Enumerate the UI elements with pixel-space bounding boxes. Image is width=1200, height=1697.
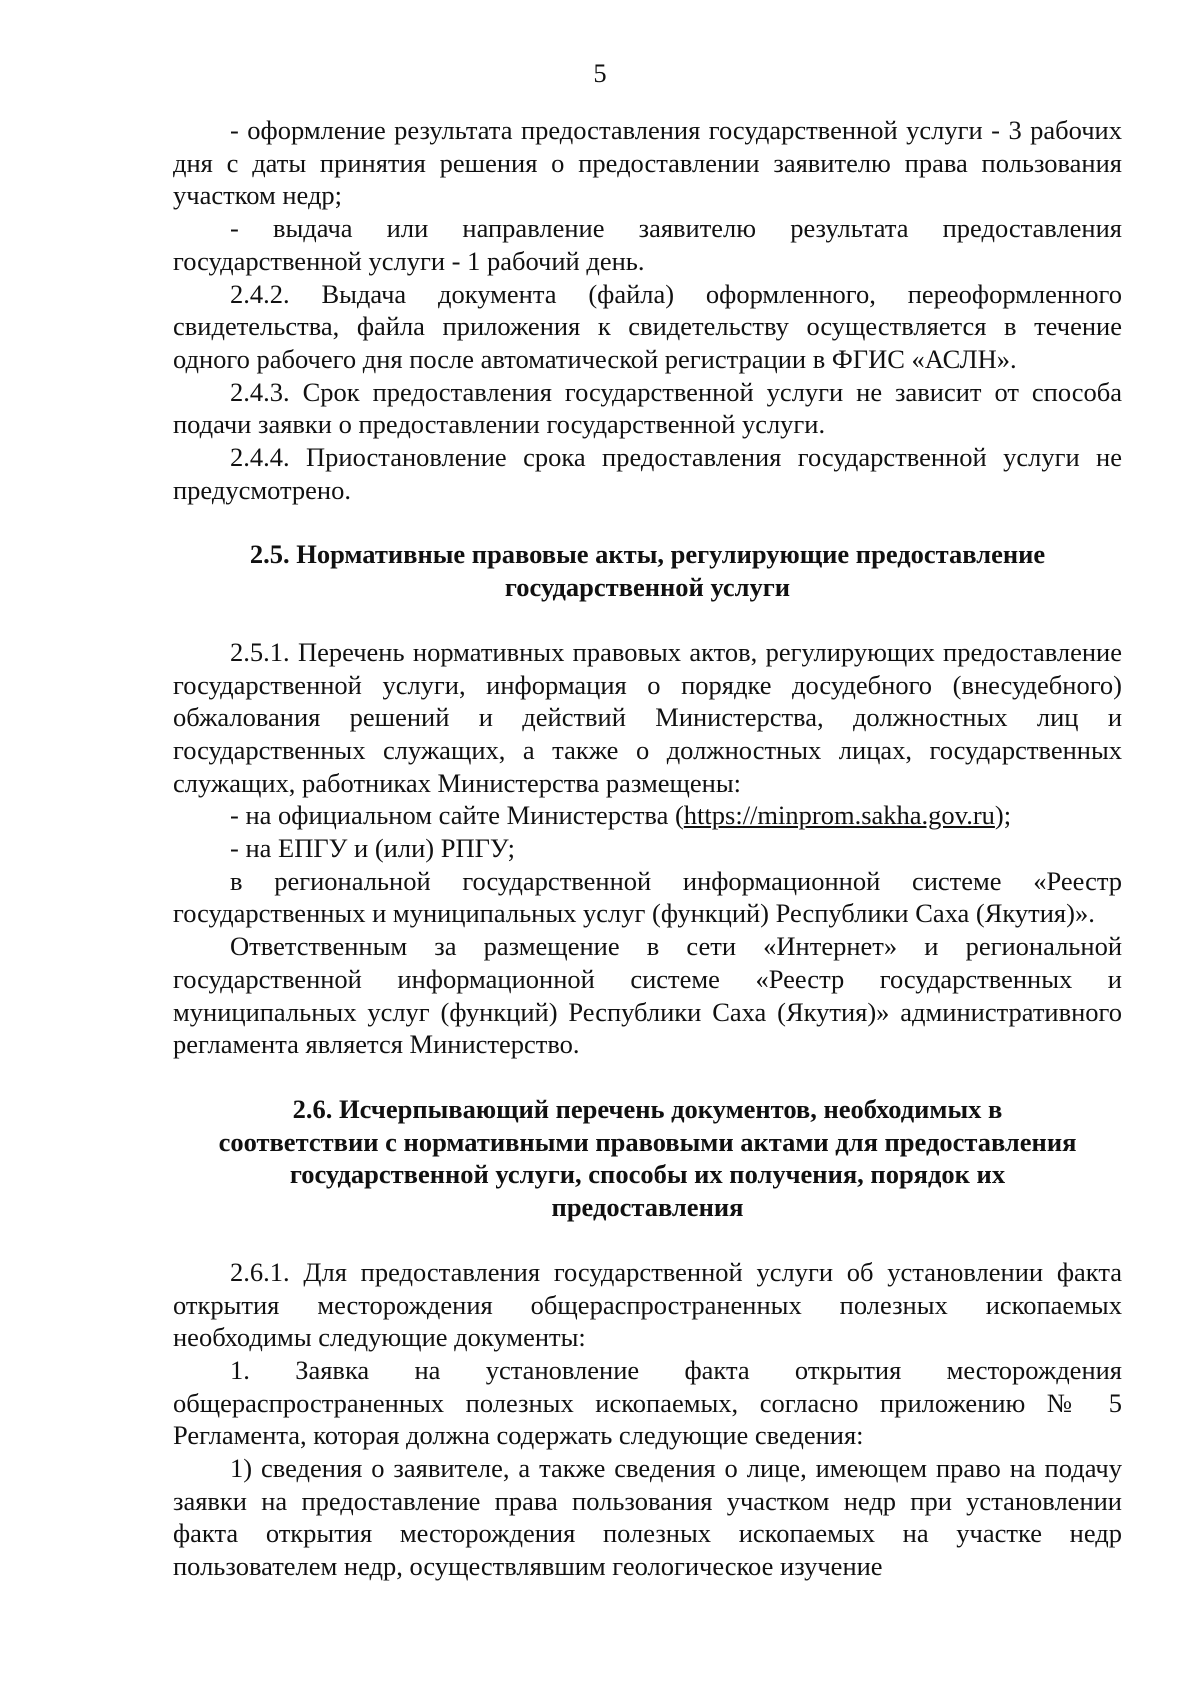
section-heading-2-5-line: 2.5. Нормативные правовые акты, регулирующие предоставление: [249, 539, 1046, 570]
section-heading-2-6: [173, 1093, 1122, 1224]
official-site-prefix: - на официальном сайте Министерства (: [230, 800, 684, 831]
paragraph-2-4-3: 2.4.3. Срок предоставления государственной услуги не зависит от способа подачи заявки о предоставлении государственной услуги.: [173, 376, 1122, 440]
paragraph-application: 1. Заявка на установление факта открытия месторождения общераспространенных полезных ископаемых, согласно приложению № 5 Регламента, которая должна содержать следующие сведения:: [173, 1354, 1122, 1451]
paragraph-official-site: [173, 799, 1122, 832]
section-heading-2-6-line: предоставления: [551, 1192, 744, 1223]
official-site-suffix: );: [994, 800, 1012, 831]
section-heading-2-6-line: соответствии с нормативными правовыми актами для предоставления: [218, 1126, 1077, 1157]
section-heading-2-6-line: государственной услуги, способы их получения, порядок их: [289, 1159, 1006, 1190]
paragraph-registry: в региональной государственной информационной системе «Реестр государственных и муниципальных услуг (функций) Республики Саха (Якутия)».: [173, 865, 1122, 929]
section-heading-2-6-line: 2.6. Исчерпывающий перечень документов, необходимых в: [292, 1093, 1003, 1124]
paragraph-2-4-4: 2.4.4. Приостановление срока предоставления государственной услуги не предусмотрено.: [173, 442, 1122, 505]
paragraph-2-4-1-delivery: - выдача или направление заявителю результата предоставления государственной услуги - 1 рабочий день.: [173, 213, 1122, 276]
section-heading-2-5: [173, 538, 1122, 603]
paragraph-2-6-1: 2.6.1. Для предоставления государственной услуги об установлении факта открытия месторождения общераспространенных полезных ископаемых необходимы следующие документы:: [173, 1256, 1122, 1353]
ministry-website-link[interactable]: https://minprom.sakha.gov.ru: [683, 800, 995, 831]
paragraph-2-4-2: 2.4.2. Выдача документа (файла) оформленного, переоформленного свидетельства, файла приложения к свидетельству осуществляется в течение одного рабочего дня после автоматической регистрации в ФГИС «АСЛН».: [173, 278, 1122, 374]
paragraph-2-4-1-result: - оформление результата предоставления государственной услуги - 3 рабочих дня с даты принятия решения о предоставлении заявителю права пользования участком недр;: [173, 115, 1122, 211]
document-body: [173, 114, 1122, 1583]
section-heading-2-5-line: государственной услуги: [504, 572, 791, 603]
page-number: 5: [593, 58, 607, 88]
paragraph-responsible: Ответственным за размещение в сети «Интернет» и региональной государственной информационной системе «Реестр государственных и муниципальных услуг (функций) Республики Саха (Якутия)» административного регламента является Министерство.: [173, 931, 1122, 1060]
paragraph-2-5-1: 2.5.1. Перечень нормативных правовых актов, регулирующих предоставление государственной услуги, информация о порядке досудебного (внесудебного) обжалования решений и действий Министерства, должностных лиц и государственных служащих, а также о должностных лицах, государственных служащих, работниках Министерства размещены:: [173, 636, 1122, 798]
paragraph-applicant-info: 1) сведения о заявителе, а также сведения о лице, имеющем право на подачу заявки на предоставление права пользования участком недр при установлении факта открытия месторождения полезных ископаемых на участке недр пользователем недр, осуществлявшим геологическое изучение: [173, 1453, 1122, 1582]
paragraph-epgu: - на ЕПГУ и (или) РПГУ;: [230, 833, 516, 864]
